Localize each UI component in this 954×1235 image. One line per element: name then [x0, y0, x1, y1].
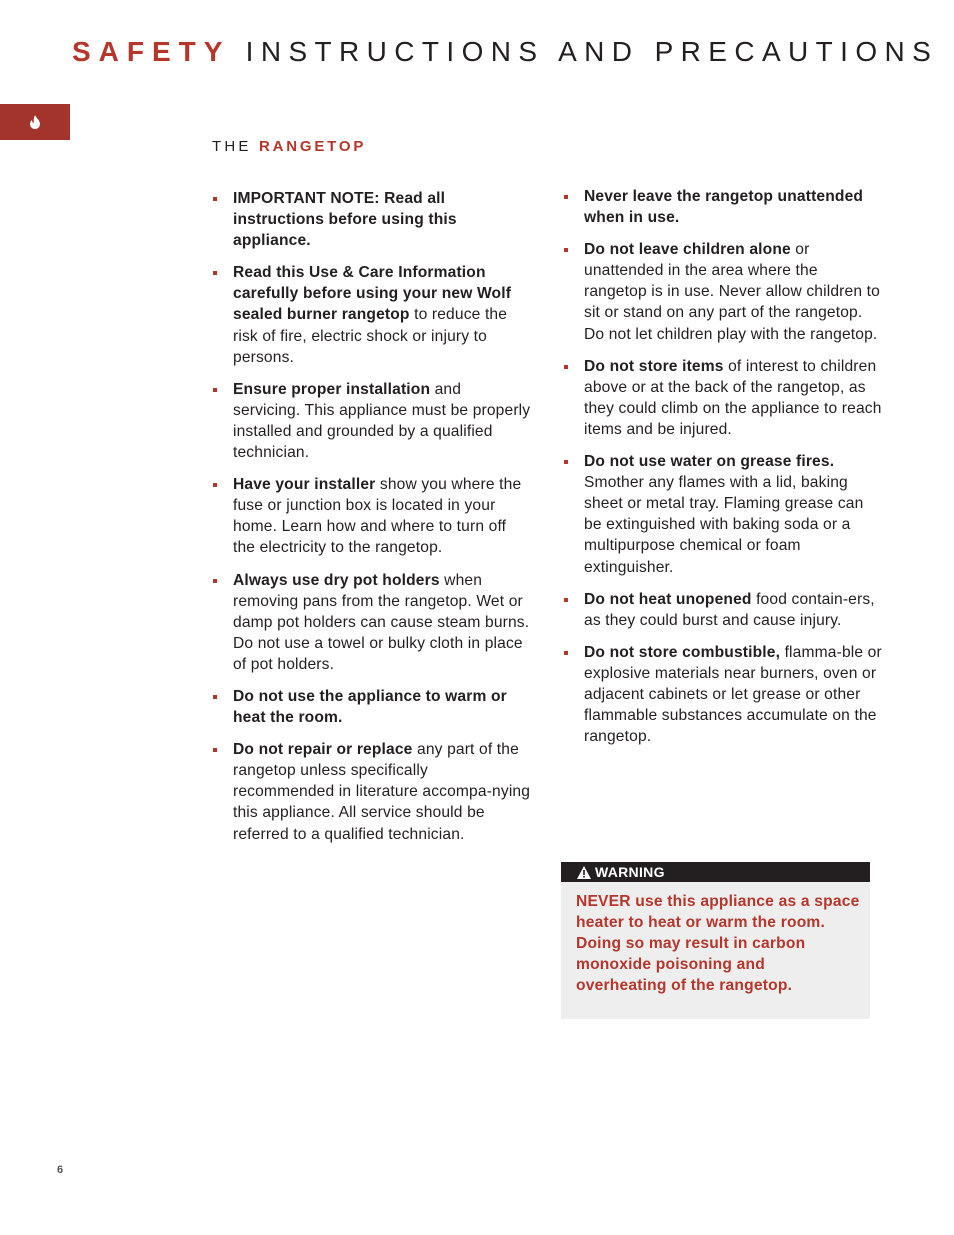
- warning-triangle-icon: [577, 866, 591, 879]
- title-accent: SAFETY: [72, 36, 231, 67]
- list-item: [212, 188, 532, 251]
- item-body-text: to reduce the risk of fire, electric shock or injury to persons.: [233, 306, 508, 366]
- bullet-marker: [213, 748, 217, 752]
- bullet-marker: [213, 695, 217, 699]
- section-prefix: THE: [212, 138, 252, 155]
- list-item: [563, 589, 883, 631]
- section-tab: [0, 104, 70, 140]
- item-bold-text: Have your installer: [233, 476, 376, 494]
- bullet-marker: [564, 195, 568, 199]
- bullet-marker: [564, 598, 568, 602]
- list-item: [212, 379, 532, 463]
- item-bold-text: Always use dry pot holders: [233, 571, 440, 589]
- item-bold-text: Do not repair or replace: [233, 741, 413, 759]
- bullet-marker: [564, 365, 568, 369]
- section-name: RANGETOP: [258, 138, 367, 155]
- list-item: [212, 686, 532, 728]
- list-item: [563, 642, 883, 747]
- item-body-text: of interest to children above or at the back of the rangetop, as they could climb on the appliance to reach items and be injured.: [584, 357, 882, 438]
- warning-header: [561, 862, 870, 882]
- item-bold-text: Do not store combustible,: [584, 643, 781, 661]
- list-item: [563, 239, 883, 344]
- item-bold-text: Do not leave children alone: [584, 241, 791, 259]
- item-body-text: Smother any flames with a lid, baking sheet or metal tray. Flaming grease can be extinguished with baking soda or a multipurpose chemical or foam extinguisher.: [584, 474, 864, 576]
- warning-text: NEVER use this appliance as a space heater to heat or warm the room. Doing so may result in carbon monoxide poisoning and overheating of the rangetop.: [576, 893, 860, 995]
- warning-box: [561, 862, 870, 1019]
- warning-label: WARNING: [595, 864, 665, 880]
- list-item: [563, 451, 883, 578]
- page-number: 6: [57, 1164, 64, 1176]
- item-body-text: flamma-ble or explosive materials near burners, oven or adjacent cabinets or let grease or other flammable substances accumulate on the rangetop.: [584, 643, 882, 746]
- item-bold-text: Do not use water on grease fires.: [584, 453, 835, 471]
- bullet-marker: [564, 248, 568, 252]
- list-item: [212, 570, 532, 675]
- item-bold-text: Do not store items: [584, 357, 724, 375]
- section-heading: [212, 138, 366, 155]
- item-bold-text: Do not use the appliance to warm or heat the room.: [233, 687, 507, 727]
- page-title: [72, 36, 939, 68]
- bullet-marker: [213, 579, 217, 583]
- list-item: [563, 186, 883, 228]
- item-bold-text: Read this Use & Care Information carefully before using your new Wolf sealed burner rangetop: [233, 264, 512, 324]
- list-item: [212, 739, 532, 844]
- title-rest: INSTRUCTIONS AND PRECAUTIONS: [245, 36, 939, 67]
- flame-icon: [29, 115, 41, 129]
- bullet-marker: [213, 197, 217, 201]
- item-body-text: and servicing. This appliance must be properly installed and grounded by a qualified technician.: [233, 380, 531, 462]
- item-bold-text: Never leave the rangetop unattended when in use.: [584, 188, 864, 227]
- list-item: [563, 356, 883, 440]
- right-column: [563, 186, 883, 758]
- item-body-text: when removing pans from the rangetop. Wet or damp pot holders can cause steam burns. Do not use a towel or bulky cloth in place of pot holders.: [233, 571, 530, 673]
- bullet-marker: [564, 651, 568, 655]
- item-bold-text: Ensure proper installation: [233, 380, 431, 398]
- bullet-marker: [213, 271, 217, 275]
- item-body-text: show you where the fuse or junction box is located in your home. Learn how and where to turn off the electricity to the rangetop.: [233, 476, 522, 557]
- bullet-marker: [213, 483, 217, 487]
- left-column: [212, 188, 532, 856]
- item-body-text: any part of the rangetop unless specifically recommended in literature accompa-nying this appliance. All service should be referred to a qualified technician.: [233, 741, 531, 843]
- item-bold-text: IMPORTANT NOTE: Read all instructions before using this appliance.: [233, 190, 457, 250]
- list-item: [212, 262, 532, 367]
- list-item: [212, 474, 532, 558]
- item-bold-text: Do not heat unopened: [584, 590, 752, 608]
- item-body-text: or unattended in the area where the rangetop is in use. Never allow children to sit or stand on any part of the rangetop. Do not let children play with the rangetop.: [584, 241, 880, 343]
- item-body-text: food contain-ers, as they could burst and cause injury.: [584, 590, 875, 629]
- bullet-marker: [564, 460, 568, 464]
- bullet-marker: [213, 388, 217, 392]
